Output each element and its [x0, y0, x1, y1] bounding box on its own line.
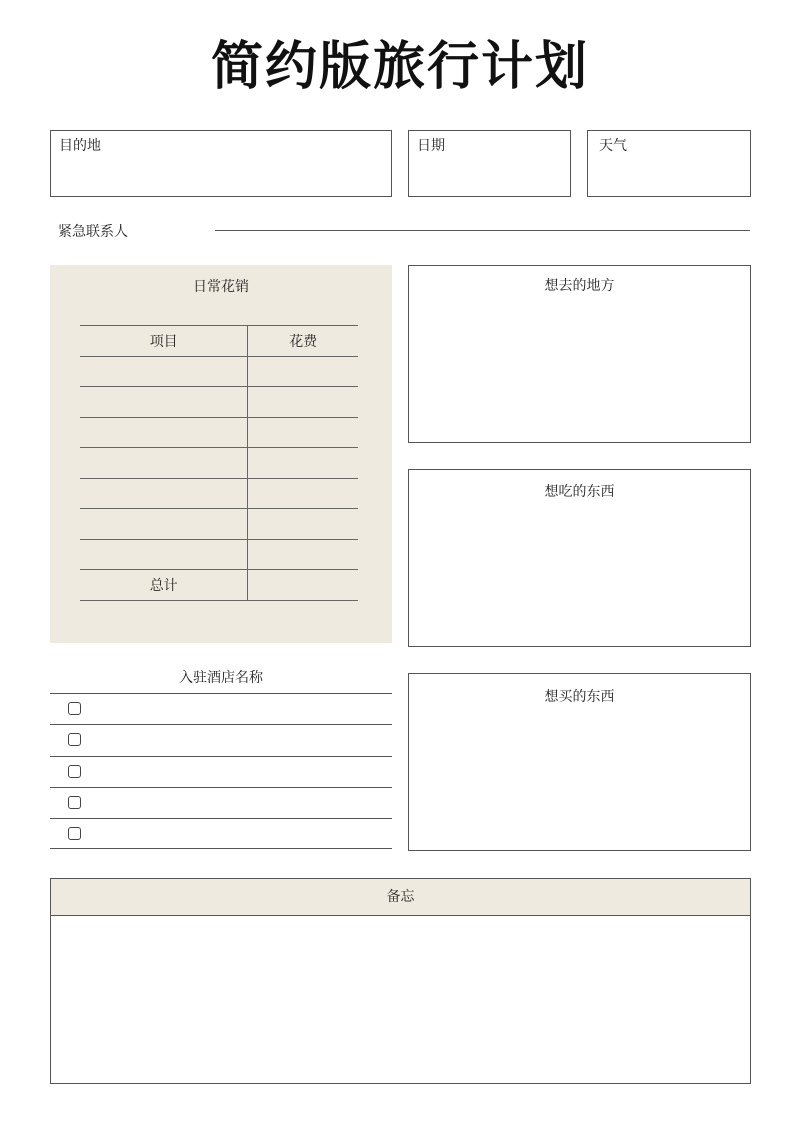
expense-item-cell[interactable]	[80, 448, 248, 479]
table-row	[80, 539, 358, 570]
destination-label: 目的地	[59, 138, 101, 154]
expense-item-cell[interactable]	[80, 356, 248, 387]
expense-cost-cell[interactable]	[248, 387, 358, 418]
checkbox[interactable]	[68, 827, 81, 840]
expense-total-row	[80, 570, 358, 601]
checkbox[interactable]	[68, 796, 81, 809]
table-row	[80, 478, 358, 509]
places-to-visit-box[interactable]	[408, 265, 751, 443]
expense-item-cell[interactable]	[80, 417, 248, 448]
table-row	[80, 387, 358, 418]
daily-expenses-panel	[50, 265, 392, 643]
col-cost-header: 花费	[248, 326, 358, 357]
hotel-list	[50, 693, 392, 849]
things-to-buy-box[interactable]	[408, 673, 751, 851]
checkbox[interactable]	[68, 765, 81, 778]
total-value-cell[interactable]	[248, 570, 358, 601]
checkbox[interactable]	[68, 702, 81, 715]
expense-cost-cell[interactable]	[248, 509, 358, 540]
memo-box[interactable]	[50, 878, 751, 1084]
destination-field[interactable]	[50, 130, 392, 197]
expense-cost-cell[interactable]	[248, 448, 358, 479]
page-title: 简约版旅行计划	[210, 37, 589, 97]
emergency-contact-line[interactable]	[215, 230, 750, 231]
expense-cost-cell[interactable]	[248, 478, 358, 509]
hotel-title: 入驻酒店名称	[179, 670, 263, 686]
things-to-buy-title: 想买的东西	[544, 689, 615, 705]
list-item[interactable]	[50, 818, 392, 849]
list-item[interactable]	[50, 756, 392, 787]
memo-title: 备忘	[51, 879, 750, 916]
expense-table	[80, 325, 358, 601]
expense-item-cell[interactable]	[80, 478, 248, 509]
places-to-visit-title: 想去的地方	[544, 278, 615, 294]
weather-field[interactable]	[587, 130, 751, 197]
table-row	[80, 448, 358, 479]
table-row	[80, 356, 358, 387]
table-row	[80, 417, 358, 448]
weather-label: 天气	[599, 138, 627, 154]
date-label: 日期	[417, 138, 445, 154]
expense-item-cell[interactable]	[80, 387, 248, 418]
date-field[interactable]	[408, 130, 571, 197]
table-row	[80, 509, 358, 540]
expense-item-cell[interactable]	[80, 509, 248, 540]
expense-cost-cell[interactable]	[248, 417, 358, 448]
daily-expenses-title: 日常花销	[193, 279, 249, 295]
food-to-eat-title: 想吃的东西	[544, 484, 615, 500]
expense-cost-cell[interactable]	[248, 356, 358, 387]
expense-cost-cell[interactable]	[248, 539, 358, 570]
expense-item-cell[interactable]	[80, 539, 248, 570]
expense-header-row	[80, 326, 358, 357]
checkbox[interactable]	[68, 733, 81, 746]
col-item-header: 项目	[80, 326, 248, 357]
emergency-contact-label: 紧急联系人	[58, 224, 128, 240]
food-to-eat-box[interactable]	[408, 469, 751, 647]
total-label: 总计	[80, 570, 248, 601]
list-item[interactable]	[50, 787, 392, 818]
list-item[interactable]	[50, 693, 392, 724]
list-item[interactable]	[50, 724, 392, 755]
